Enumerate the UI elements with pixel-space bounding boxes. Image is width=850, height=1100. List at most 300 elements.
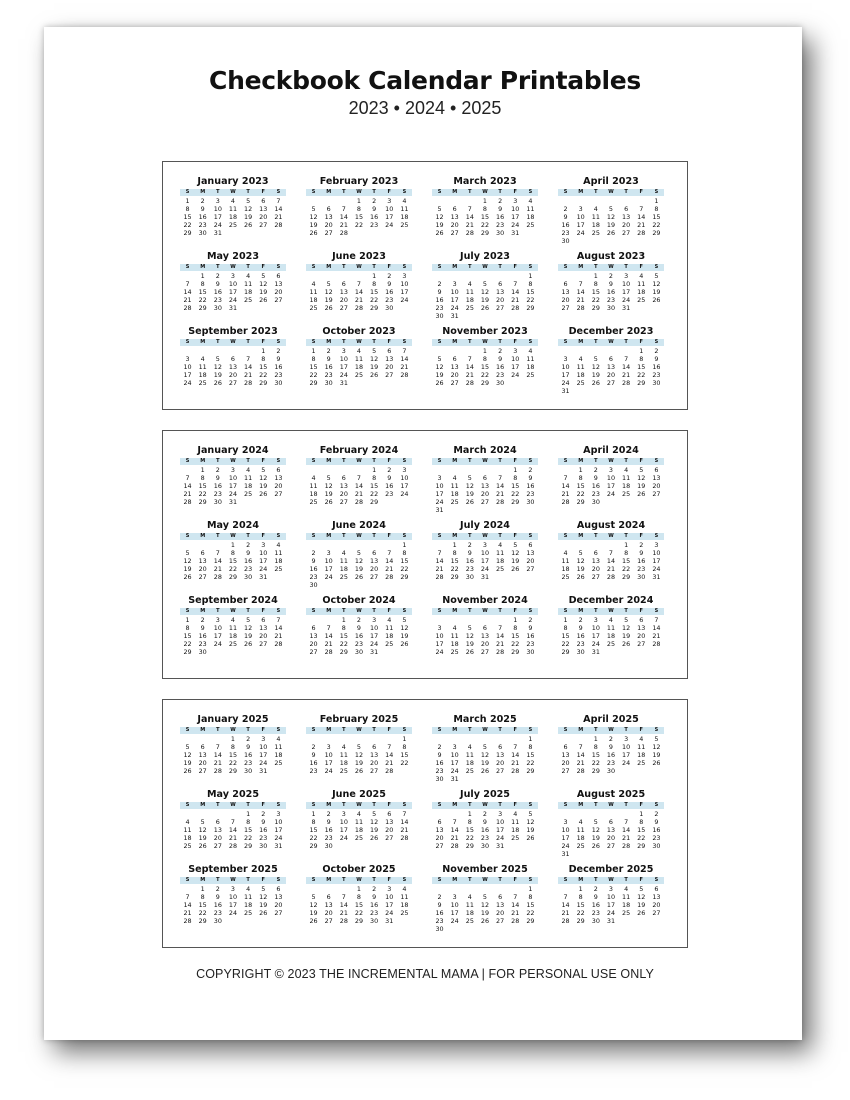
weekday-label: M — [452, 608, 458, 614]
day-cell: 24 — [511, 371, 520, 379]
day-cell: 28 — [511, 917, 520, 925]
day-cell: 2 — [326, 347, 331, 355]
day-cell: 5 — [356, 743, 361, 751]
weekday-label: S — [276, 339, 281, 345]
day-cell: 12 — [465, 482, 474, 490]
day-cell: 13 — [637, 624, 646, 632]
day-cell: 30 — [652, 379, 661, 387]
day-cell: 12 — [259, 474, 268, 482]
day-cell: 16 — [213, 288, 222, 296]
day-cell: 12 — [526, 818, 535, 826]
weekday-label: F — [513, 608, 517, 614]
day-cell: 7 — [185, 280, 190, 288]
weekday-label: W — [608, 264, 614, 270]
day-cell: 13 — [274, 474, 283, 482]
day-cell: 5 — [608, 205, 613, 213]
day-cell: 14 — [496, 482, 505, 490]
day-cell: 18 — [465, 296, 474, 304]
day-cell: 2 — [498, 347, 503, 355]
day-cell: 7 — [356, 280, 361, 288]
day-cell: 12 — [480, 901, 490, 909]
weekday-label: T — [594, 264, 598, 270]
month-title: March 2025 — [453, 714, 517, 725]
weekday-label: M — [200, 189, 206, 195]
day-cell: 10 — [259, 549, 268, 557]
weekday-label: S — [528, 264, 533, 270]
weekday-label: T — [216, 264, 220, 270]
weekday-label: T — [372, 458, 376, 464]
day-cell: 2 — [578, 616, 583, 624]
day-cell: 16 — [435, 759, 444, 767]
day-cell: 17 — [259, 751, 268, 759]
weekday-label: S — [654, 802, 659, 808]
day-cell: 26 — [259, 909, 268, 917]
day-cell: 2 — [639, 541, 644, 549]
day-cell: 3 — [215, 616, 220, 624]
weekday-label: F — [639, 608, 643, 614]
day-cell: 4 — [246, 466, 251, 474]
day-cell: 15 — [198, 288, 207, 296]
day-cell: 2 — [467, 541, 472, 549]
weekday-label: S — [437, 877, 442, 883]
day-cell: 11 — [511, 818, 520, 826]
day-cell: 24 — [385, 221, 394, 229]
day-cell: 8 — [402, 743, 407, 751]
weekday-label: S — [563, 727, 568, 733]
day-cell: 11 — [339, 557, 348, 565]
day-cell: 13 — [198, 751, 207, 759]
weekday-label: S — [185, 264, 190, 270]
day-cell: 3 — [482, 541, 487, 549]
weekday-header — [558, 339, 664, 346]
month-title: May 2024 — [206, 520, 260, 531]
day-cell: 6 — [200, 743, 205, 751]
day-cell: 25 — [465, 304, 474, 312]
day-cell: 8 — [230, 743, 235, 751]
day-cell: 9 — [215, 893, 220, 901]
day-cell: 12 — [354, 557, 364, 565]
day-cell: 5 — [639, 885, 644, 893]
day-cell: 8 — [513, 624, 518, 632]
day-cell: 28 — [496, 498, 505, 506]
day-cell: 21 — [465, 371, 474, 379]
month-title: June 2023 — [332, 251, 386, 262]
day-cell: 1 — [341, 616, 346, 624]
day-cell: 2 — [498, 197, 503, 205]
day-cell: 28 — [228, 842, 238, 850]
day-cell: 3 — [402, 272, 407, 280]
day-cell: 22 — [228, 759, 238, 767]
day-cell: 23 — [324, 834, 333, 842]
day-cell: 30 — [435, 925, 444, 933]
day-cell: 7 — [639, 205, 644, 213]
day-cell: 28 — [511, 304, 520, 312]
day-cell: 10 — [228, 474, 238, 482]
weekday-label: T — [246, 802, 250, 808]
weekday-label: T — [342, 877, 346, 883]
day-cell: 4 — [467, 893, 472, 901]
day-cell: 31 — [213, 229, 222, 237]
day-cell: 23 — [385, 490, 394, 498]
weekday-label: M — [200, 533, 206, 539]
day-cell: 8 — [593, 743, 598, 751]
weekday-label: W — [608, 727, 614, 733]
day-cell: 20 — [496, 296, 505, 304]
day-cell: 18 — [183, 834, 192, 842]
day-cell: 15 — [354, 213, 364, 221]
day-cell: 1 — [593, 735, 598, 743]
day-cell: 8 — [482, 205, 487, 213]
day-cell: 24 — [561, 842, 570, 850]
day-cell: 26 — [637, 909, 646, 917]
day-cell: 6 — [276, 466, 281, 474]
day-cell: 16 — [435, 296, 444, 304]
day-cell: 21 — [339, 909, 348, 917]
weekday-label: M — [578, 458, 584, 464]
day-cell: 13 — [324, 213, 333, 221]
day-cell: 11 — [450, 482, 459, 490]
day-cell: 27 — [606, 379, 616, 387]
month-may-2024 — [180, 519, 286, 590]
day-cell: 30 — [435, 775, 444, 783]
day-cell: 4 — [639, 272, 644, 280]
day-cell: 27 — [526, 565, 535, 573]
day-cell: 22 — [228, 565, 238, 573]
day-cell: 14 — [576, 288, 585, 296]
day-cell: 5 — [261, 272, 266, 280]
day-cell: 11 — [354, 355, 364, 363]
day-cell: 15 — [526, 901, 535, 909]
weekday-label: S — [528, 189, 533, 195]
day-cell: 1 — [528, 272, 533, 280]
day-cell: 5 — [311, 205, 316, 213]
day-cell: 26 — [591, 842, 600, 850]
day-cell: 9 — [654, 355, 659, 363]
day-cell: 26 — [183, 573, 192, 581]
day-cell: 4 — [467, 743, 472, 751]
weekday-header — [432, 727, 538, 734]
day-cell: 28 — [183, 498, 192, 506]
weekday-label: W — [482, 877, 488, 883]
weekday-label: S — [185, 339, 190, 345]
day-cell: 24 — [385, 909, 394, 917]
day-cell: 28 — [637, 229, 646, 237]
weekday-label: S — [402, 458, 407, 464]
day-cell: 25 — [576, 842, 585, 850]
day-cell: 10 — [435, 632, 444, 640]
day-cell: 3 — [654, 541, 659, 549]
day-cell: 13 — [213, 826, 222, 834]
month-december-2024 — [558, 594, 664, 665]
day-cell: 20 — [198, 759, 207, 767]
day-cell: 21 — [213, 565, 222, 573]
day-cell: 5 — [261, 466, 266, 474]
day-cell: 14 — [213, 557, 222, 565]
weekday-label: S — [654, 339, 659, 345]
day-cell: 16 — [213, 482, 222, 490]
day-cell: 1 — [513, 616, 518, 624]
day-cell: 31 — [480, 573, 490, 581]
weekday-label: S — [563, 802, 568, 808]
day-cell: 29 — [228, 573, 238, 581]
day-cell: 17 — [450, 759, 459, 767]
day-cell: 7 — [498, 624, 503, 632]
weekday-label: W — [230, 608, 236, 614]
day-cell: 5 — [654, 272, 659, 280]
day-cell: 1 — [467, 810, 472, 818]
day-cell: 25 — [274, 565, 283, 573]
weekday-label: M — [326, 727, 332, 733]
day-cell: 22 — [198, 909, 207, 917]
day-cell: 10 — [622, 280, 631, 288]
weekday-header — [558, 802, 664, 809]
day-cell: 25 — [496, 565, 505, 573]
day-cell: 6 — [230, 355, 235, 363]
day-cell: 21 — [576, 759, 585, 767]
month-january-2025 — [180, 713, 286, 784]
day-cell: 22 — [576, 490, 585, 498]
day-cell: 14 — [576, 751, 585, 759]
day-cell: 13 — [385, 818, 394, 826]
day-cell: 27 — [309, 648, 318, 656]
day-cell: 9 — [215, 474, 220, 482]
day-cell: 15 — [511, 632, 520, 640]
day-cell: 31 — [606, 917, 616, 925]
day-cell: 3 — [261, 541, 266, 549]
day-cell: 10 — [480, 549, 490, 557]
weekday-label: F — [387, 877, 391, 883]
day-cell: 11 — [274, 743, 283, 751]
weekday-label: M — [200, 727, 206, 733]
day-cell: 12 — [309, 901, 318, 909]
day-cell: 12 — [259, 280, 268, 288]
day-cell: 22 — [511, 640, 520, 648]
day-cell: 9 — [467, 549, 472, 557]
day-cell: 8 — [200, 280, 205, 288]
day-cell: 3 — [624, 735, 629, 743]
day-cell: 6 — [326, 893, 331, 901]
weekday-label: F — [387, 802, 391, 808]
day-cell: 16 — [259, 826, 268, 834]
day-cell: 16 — [496, 363, 505, 371]
day-cell: 10 — [274, 818, 283, 826]
month-september-2025 — [180, 863, 286, 934]
day-cell: 24 — [450, 304, 459, 312]
day-cell: 16 — [652, 363, 661, 371]
day-cell: 30 — [370, 917, 379, 925]
day-cell: 10 — [496, 818, 505, 826]
day-cell: 21 — [637, 221, 646, 229]
weekday-label: T — [468, 264, 472, 270]
day-cell: 17 — [385, 901, 394, 909]
weekday-label: M — [326, 608, 332, 614]
day-cell: 27 — [622, 229, 631, 237]
day-cell: 26 — [370, 834, 379, 842]
weekday-label: T — [372, 727, 376, 733]
day-cell: 9 — [437, 901, 442, 909]
weekday-label: W — [230, 264, 236, 270]
day-cell: 6 — [261, 197, 266, 205]
day-cell: 24 — [213, 640, 222, 648]
weekday-label: S — [311, 608, 316, 614]
day-cell: 2 — [387, 466, 392, 474]
day-cell: 25 — [309, 304, 318, 312]
weekday-label: T — [372, 608, 376, 614]
day-cell: 6 — [654, 466, 659, 474]
weekday-label: T — [246, 727, 250, 733]
day-cell: 24 — [480, 565, 490, 573]
day-cell: 3 — [624, 272, 629, 280]
day-cell: 26 — [259, 296, 268, 304]
day-cell: 17 — [561, 834, 570, 842]
day-cell: 23 — [435, 767, 444, 775]
day-cell: 10 — [213, 205, 222, 213]
day-cell: 7 — [246, 355, 251, 363]
month-title: May 2025 — [206, 789, 260, 800]
weekday-label: W — [230, 339, 236, 345]
day-cell: 6 — [276, 885, 281, 893]
day-cell: 23 — [480, 834, 490, 842]
weekday-label: M — [578, 264, 584, 270]
day-cell: 12 — [652, 280, 661, 288]
weekday-label: T — [342, 264, 346, 270]
day-cell: 5 — [624, 616, 629, 624]
month-title: November 2024 — [442, 595, 528, 606]
day-cell: 11 — [526, 205, 535, 213]
weekday-label: M — [578, 877, 584, 883]
day-cell: 27 — [370, 767, 379, 775]
weekday-label: T — [498, 264, 502, 270]
weekday-label: T — [342, 802, 346, 808]
day-cell: 29 — [228, 767, 238, 775]
weekday-label: S — [563, 189, 568, 195]
weekday-label: W — [230, 877, 236, 883]
day-cell: 30 — [496, 379, 505, 387]
day-cell: 25 — [606, 640, 616, 648]
weekday-label: M — [452, 533, 458, 539]
day-cell: 27 — [228, 379, 238, 387]
day-cell: 10 — [324, 751, 333, 759]
day-cell: 3 — [326, 743, 331, 751]
day-cell: 24 — [259, 759, 268, 767]
day-cell: 6 — [654, 885, 659, 893]
day-cell: 8 — [230, 549, 235, 557]
day-cell: 15 — [183, 213, 192, 221]
day-cell: 14 — [400, 818, 409, 826]
day-cell: 14 — [637, 213, 646, 221]
day-cell: 17 — [480, 557, 490, 565]
day-cell: 28 — [385, 573, 394, 581]
month-august-2023 — [558, 250, 664, 321]
day-cell: 9 — [387, 474, 392, 482]
day-cell: 11 — [576, 363, 585, 371]
day-cell: 18 — [606, 632, 616, 640]
day-cell: 9 — [311, 557, 316, 565]
day-cell: 1 — [563, 616, 568, 624]
day-cell: 3 — [452, 280, 457, 288]
weekday-label: F — [513, 264, 517, 270]
day-cell: 19 — [309, 221, 318, 229]
day-cell: 4 — [246, 272, 251, 280]
day-cell: 17 — [400, 288, 409, 296]
day-cell: 11 — [228, 624, 238, 632]
day-cell: 14 — [385, 557, 394, 565]
day-cell: 28 — [561, 498, 570, 506]
day-cell: 19 — [198, 834, 207, 842]
day-cell: 9 — [498, 355, 503, 363]
day-cell: 28 — [652, 640, 661, 648]
day-cell: 4 — [387, 616, 392, 624]
day-cell: 1 — [513, 466, 518, 474]
day-cell: 9 — [528, 474, 533, 482]
day-cell: 11 — [244, 280, 253, 288]
day-cell: 22 — [370, 296, 379, 304]
day-cell: 29 — [637, 379, 646, 387]
weekday-label: S — [185, 458, 190, 464]
day-cell: 20 — [652, 482, 661, 490]
day-cell: 31 — [274, 842, 283, 850]
day-cell: 5 — [482, 743, 487, 751]
day-cell: 15 — [591, 288, 600, 296]
day-cell: 7 — [215, 743, 220, 751]
day-cell: 31 — [339, 379, 348, 387]
day-cell: 27 — [591, 573, 600, 581]
day-cell: 19 — [652, 288, 661, 296]
day-cell: 8 — [639, 818, 644, 826]
day-cell: 10 — [400, 474, 409, 482]
day-cell: 16 — [496, 213, 505, 221]
day-cell: 15 — [480, 213, 490, 221]
day-cell: 27 — [274, 909, 283, 917]
day-cell: 10 — [213, 624, 222, 632]
day-cell: 22 — [591, 296, 600, 304]
day-cell: 8 — [452, 549, 457, 557]
day-cell: 7 — [608, 549, 613, 557]
day-cell: 25 — [400, 909, 409, 917]
day-cell: 25 — [637, 296, 646, 304]
day-cell: 2 — [200, 197, 205, 205]
day-cell: 20 — [591, 565, 600, 573]
day-cell: 13 — [370, 557, 379, 565]
day-cell: 11 — [385, 624, 394, 632]
day-cell: 23 — [496, 221, 505, 229]
weekday-label: S — [437, 189, 442, 195]
day-cell: 8 — [578, 474, 583, 482]
weekday-label: W — [482, 608, 488, 614]
day-cell: 5 — [356, 549, 361, 557]
day-cell: 18 — [576, 834, 585, 842]
weekday-label: F — [513, 877, 517, 883]
day-cell: 1 — [578, 466, 583, 474]
day-cell: 29 — [198, 917, 207, 925]
day-cell: 1 — [593, 272, 598, 280]
day-cell: 6 — [498, 280, 503, 288]
weekday-label: M — [452, 877, 458, 883]
day-cell: 7 — [185, 893, 190, 901]
day-cell: 26 — [324, 304, 333, 312]
day-cell: 31 — [496, 842, 505, 850]
weekday-label: T — [594, 802, 598, 808]
month-april-2024 — [558, 444, 664, 515]
day-cell: 12 — [324, 482, 333, 490]
copyright-footer: COPYRIGHT © 2023 THE INCREMENTAL MAMA | FOR PERSONAL USE ONLY — [196, 967, 654, 981]
day-cell: 30 — [198, 229, 207, 237]
day-cell: 13 — [450, 363, 459, 371]
day-cell: 7 — [276, 616, 281, 624]
day-cell: 10 — [370, 624, 379, 632]
weekday-label: T — [468, 802, 472, 808]
day-cell: 14 — [228, 826, 238, 834]
